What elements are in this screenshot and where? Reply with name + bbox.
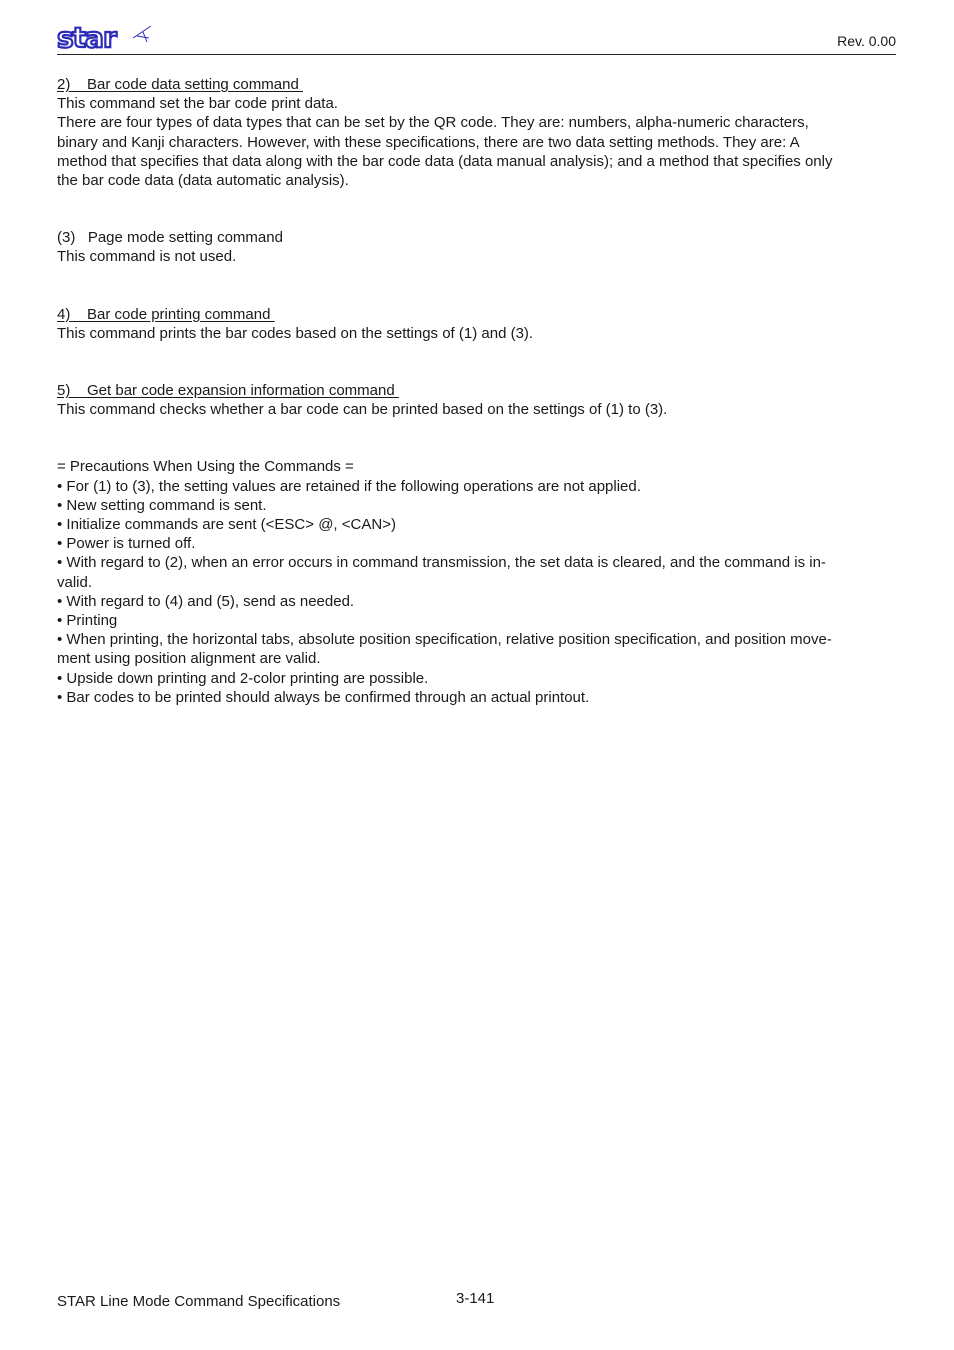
paragraph-line: This command checks whether a bar code can be printed based on the settings of (1) to (3). xyxy=(57,401,668,419)
precaution-item: ment using position alignment are valid. xyxy=(57,650,321,668)
section-title-bar-code-printing: 4) Bar code printing command xyxy=(57,305,275,323)
precaution-item: • Bar codes to be printed should always be confirmed through an actual printout. xyxy=(57,688,590,706)
precaution-item: valid. xyxy=(57,573,93,591)
paragraph-line: binary and Kanji characters. However, with these specifications, there are two data setting methods. They are: A xyxy=(57,133,800,151)
section-title-get-expansion-info: 5) Get bar code expansion information command xyxy=(57,382,399,400)
star-logo xyxy=(57,24,153,50)
footer-page-number: 3-141 xyxy=(456,1290,495,1307)
section-title-bar-code-data-setting: 2) Bar code data setting command xyxy=(57,76,303,93)
precaution-item: • Power is turned off. xyxy=(57,535,196,553)
paragraph-line: This command is not used. xyxy=(57,248,237,266)
footer-doc-title: STAR Line Mode Command Specifications xyxy=(57,1293,341,1310)
precaution-item: • For (1) to (3), the setting values are retained if the following operations are not applied. xyxy=(57,477,641,495)
revision-label: Rev. 0.00 xyxy=(837,33,896,49)
paragraph-line: method that specifies that data along with the bar code data (data manual analysis); and a method that specifies only xyxy=(57,152,833,170)
paragraph-line: There are four types of data types that can be set by the QR code. They are: numbers, alpha-numeric characters, xyxy=(57,114,809,132)
section-title-page-mode-setting: (3) Page mode setting command xyxy=(57,229,283,247)
page-body xyxy=(57,75,897,707)
precaution-item: • New setting command is sent. xyxy=(57,496,267,514)
precaution-item: • Initialize commands are sent (<ESC> @, <CAN>) xyxy=(57,516,396,534)
precautions-title: = Precautions When Using the Commands = xyxy=(57,458,354,476)
precaution-item: • Printing xyxy=(57,612,118,630)
precaution-item: • With regard to (4) and (5), send as needed. xyxy=(57,592,355,610)
paragraph-line: the bar code data (data automatic analysis). xyxy=(57,172,349,190)
paragraph-line: This command set the bar code print data. xyxy=(57,95,338,113)
precaution-item: • Upside down printing and 2-color printing are possible. xyxy=(57,669,429,687)
precaution-item: • When printing, the horizontal tabs, absolute position specification, relative position specification, and position move- xyxy=(57,631,832,649)
svg-text:star: star xyxy=(57,24,116,50)
precaution-item: • With regard to (2), when an error occurs in command transmission, the set data is cleared, and the command is in- xyxy=(57,554,826,572)
page-header xyxy=(57,22,896,55)
paragraph-line: This command prints the bar codes based on the settings of (1) and (3). xyxy=(57,324,534,342)
